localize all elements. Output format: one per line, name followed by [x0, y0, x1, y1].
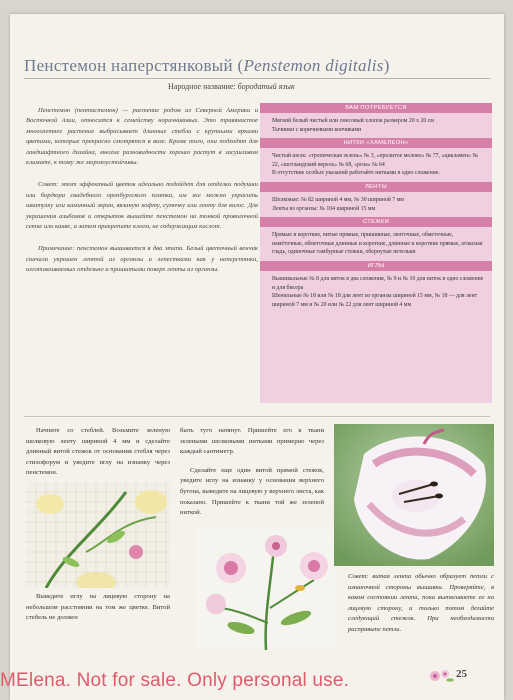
materials-box [260, 103, 492, 403]
section-line: Чистый шелк: «тропическая зелень» № 3, «пролитое молоко» № 77, «цикламен» № 22, «шотландский вереск» № 68, «роза» № 64 [272, 153, 479, 168]
instruction-paragraph: Начните со стеблей. Возьмите зеленую шелковую ленту шириной 4 мм и сделайте длинный витой стежок от основания стебля через стилофорум и уведите иглу на изнанку через пенстемон. [26, 427, 170, 477]
intro-text [26, 106, 258, 288]
title-main: Пенстемон наперстянковый ( [24, 56, 244, 75]
instructions-column-1 [26, 426, 170, 487]
section-heading: СТЕЖКИ [260, 217, 492, 227]
embroidery-flowers-image [196, 528, 336, 650]
needles-section [260, 261, 492, 313]
section-line: Мягкий белый чистый или смесовый хлопок размером 20 х 20 см [272, 118, 434, 124]
instruction-paragraph: Выведите иглу на лицевую сторону на небольшом расстоянии на том же цветке. Витой стебель не должен [26, 593, 170, 622]
page-title [24, 56, 490, 76]
stitches-section [260, 217, 492, 261]
section-line: Тычинки с коричневыми кончиками [272, 126, 362, 133]
subtitle-label: Народное название: [168, 82, 236, 91]
section-body [260, 148, 492, 182]
section-line: Шенильные № 18 или № 18 для лент из органзы шириной 15 мм, № 18 — для лент шириной 7 мм и № 20 или № 22 для лент шириной 4 мм [272, 293, 478, 308]
section-heading: ИГЛЫ [260, 261, 492, 271]
section-body [260, 192, 492, 217]
subtitle [168, 82, 295, 91]
title-end: ) [383, 56, 390, 75]
intro-paragraph: Пенстемон (пентастемон) — растение родом из Северной Америки и Восточной Азии, относится к семейству норичниковых. Это травянистое многолетнее растение выбрасывает длинные стебли с крупными яркими цветами, которые прекрасно смотрятся в вазе. Кроме того, они подходят для ландшафтного дизайна, многие разновидности хорошо растут в засушливом климате, к тому же морозоустойчивы. [26, 107, 258, 167]
section-body [260, 113, 492, 138]
section-line: Шелковые: № 82 шириной 4 мм, № 30 шириной 7 мм [272, 196, 404, 203]
page [10, 14, 504, 700]
section-line: Ленты из органзы: № 104 шириной 15 мм [272, 205, 376, 212]
materials-section [260, 103, 492, 138]
section-line: В отсутствие особых указаний работайте нитками в одно сложение. [272, 170, 440, 177]
title-rule [24, 78, 490, 79]
title-latin: Penstemon digitalis [243, 56, 384, 75]
caption-text: Совет: витая лента обычно образует петли с изнаночной стороны вышивки. Проверяйте, в каком состоянии лента, пока вытягиваете ее на лицевую сторону, и только потом делайте следующий стежок. При необходимости расправьте петли. [348, 573, 494, 633]
penstemon-photo [334, 424, 494, 566]
section-line: Вышивальные № 8 для ниток в два сложения, № 9 и № 10 для ниток в одно сложение и для бисера [272, 275, 484, 291]
section-heading: ЛЕНТЫ [260, 182, 492, 192]
page-number: 25 [456, 668, 467, 680]
instructions-column-2 [180, 426, 324, 527]
watermark: MElena. Not for sale. Only personal use. [0, 670, 350, 691]
instruction-paragraph: Сделайте еще один витой прямой стежок, уведите иглу на изнанку у основания верхнего бутона, выведите на лицевую у верхнего листа, как показано. Пришейте к ткани той же зеленой ниткой. [180, 466, 324, 517]
section-line: Прямые и короткие, витые прямые, пришивные, ленточные, обметочные, намёточные, обметочные длинные и короткие, длинные и короткие прямые, атласная гладь, одиночные тамбурные стежки, обернутые петельки [272, 232, 483, 256]
threads-section [260, 138, 492, 182]
instructions-column-1-bottom [26, 592, 170, 632]
embroidery-stem-image [26, 482, 170, 588]
intro-paragraph: Примечание: пенстемон вышивается в два этапа. Белый цветочный венчик сначала украшен лентой из органзы и лепестками как у наперстянки, изготавливаемых отдельно и пришитыми поверх ленты из органзы. [26, 245, 258, 274]
intro-paragraph: Совет: этот эффектный цветок идеально подойдет для отделки подушки или бордюра свадебного оренбургского платка, им же можно украсить шкатулку или каминный экран, вязаную кофту, сумочку или ленту для волос. Для украшения альбомов и открыток вышейте пенстемон на тонкой проволочной сетке или канве, а затем прикрепите клеем, не содержащим кислот. [26, 181, 258, 231]
tip-caption [348, 572, 494, 644]
subtitle-value: бородатый язык [235, 82, 295, 91]
section-heading: ВАМ ПОТРЕБУЕТСЯ [260, 103, 492, 113]
ribbons-section [260, 182, 492, 217]
section-body [260, 271, 492, 313]
instruction-paragraph: быть туго натянут. Пришейте его к ткани зелеными шелковыми нитками примерно через каждый сантиметр. [180, 427, 324, 456]
section-divider [24, 416, 490, 417]
section-body [260, 227, 492, 261]
section-heading: НИТКИ «ХАМЕЛЕОН» [260, 138, 492, 148]
